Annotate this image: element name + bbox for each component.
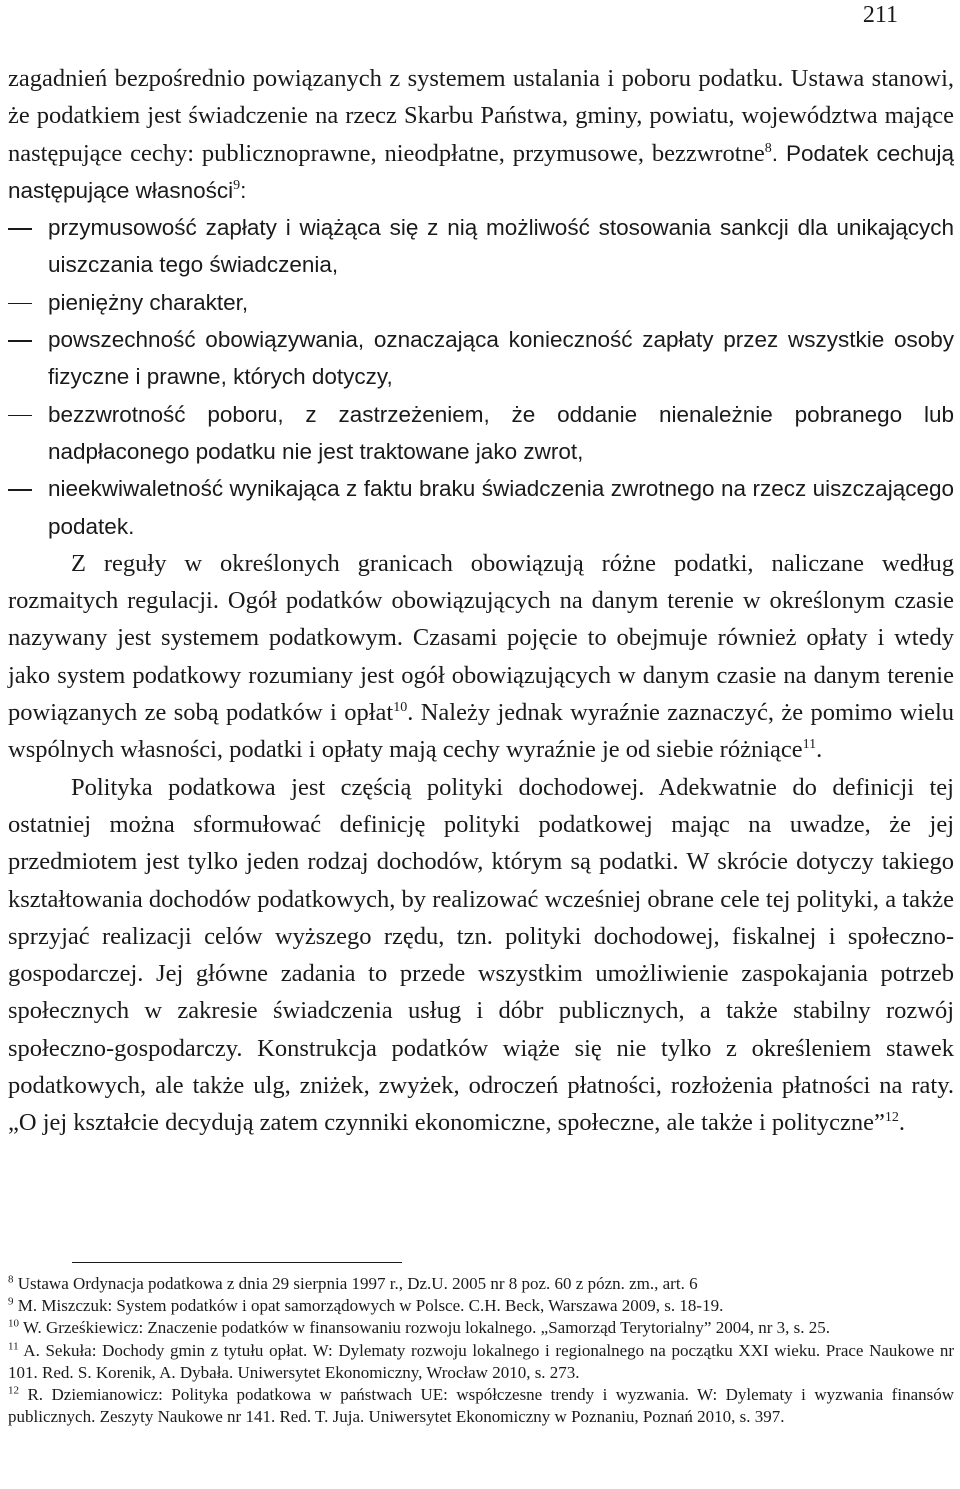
footnote xyxy=(8,1317,954,1339)
intro-text-2: . Podatek cechują następujące własności xyxy=(8,140,954,203)
dash-bullet-icon xyxy=(8,303,32,305)
tax-properties-list xyxy=(8,209,954,545)
intro-paragraph xyxy=(8,60,954,209)
dash-bullet-icon xyxy=(8,340,32,342)
list-item xyxy=(8,284,954,321)
list-item-text: pieniężny charakter, xyxy=(48,289,249,315)
footnote-ref-11: 11 xyxy=(802,737,817,753)
paragraph-text: . xyxy=(898,1109,905,1137)
dash-bullet-icon xyxy=(8,228,32,230)
footnote-ref-8: 8 xyxy=(764,140,772,156)
tax-system-paragraph xyxy=(8,545,954,769)
footnote xyxy=(8,1273,954,1295)
footnotes xyxy=(8,1273,954,1428)
footnote-ref-12: 12 xyxy=(884,1110,899,1126)
footnote-number: 8 xyxy=(8,1273,14,1286)
body-text xyxy=(8,60,954,1142)
page-number: 211 xyxy=(862,2,898,28)
list-item xyxy=(8,396,954,471)
footnote-text: Ustawa Ordynacja podatkowa z dnia 29 sierpnia 1997 r., Dz.U. 2005 nr 8 poz. 60 z pózn. zm., art. 6 xyxy=(17,1274,698,1293)
list-item xyxy=(8,209,954,284)
intro-text-3: : xyxy=(240,177,247,203)
footnote-separator xyxy=(72,1262,402,1263)
dash-bullet-icon xyxy=(8,489,32,491)
intro-text: zagadnień bezpośrednio powiązanych z systemem ustalania i poboru podatku. Ustawa stanowi, że podatkiem jest świadczenie na rzecz Skarbu Państwa, gminy, powiatu, województwa mające następujące cechy: publicznoprawne, nieodpłatne, przymusowe, bezzwrotne xyxy=(8,65,954,167)
footnote-text: R. Dziemianowicz: Polityka podatkowa w państwach UE: współczesne trendy i wyzwania. W: Dylematy i wyzwania finansów publicznych. Zeszyty Naukowe nr 141. Red. T. Juja. Uniwersytet Ekonomiczny w Poznaniu, Poznań 2010, s. 397. xyxy=(8,1385,955,1427)
footnote xyxy=(8,1340,954,1384)
list-item-text: nieekwiwaletność wynikająca z faktu braku świadczenia zwrotnego na rzecz uiszczającego podatek. xyxy=(48,476,954,539)
list-item xyxy=(8,470,954,545)
paragraph-text: Z reguły w określonych granicach obowiązują różne podatki, naliczane według rozmaitych regulacji. Ogół podatków obowiązujących na danym terenie w określonym czasie nazywany jest systemem podatkowym. Czasami pojęcie to obejmuje również opłaty i wtedy jako system podatkowy rozumiany jest ogół obowiązujących w danym czasie na danym terenie powiązanych ze sobą podatków i opłat xyxy=(8,549,954,727)
footnote-text: M. Miszczuk: System podatków i opat samorządowych w Polsce. C.H. Beck, Warszawa 2009, s. 18-19. xyxy=(17,1296,724,1316)
footnote-text: W. Grześkiewicz: Znaczenie podatków w finansowaniu rozwoju lokalnego. „Samorząd Terytorialny” 2004, nr 3, s. 25. xyxy=(22,1318,830,1338)
footnote-number: 9 xyxy=(8,1295,14,1308)
list-item-text: powszechność obowiązywania, oznaczająca konieczność zapłaty przez wszystkie osoby fizyczne i prawne, których dotyczy, xyxy=(48,327,954,390)
list-item xyxy=(8,321,954,396)
paragraph-text: . Należy jednak wyraźnie zaznaczyć, że pomimo wielu wspólnych własności, podatki i opłaty mają cechy wyraźnie je od siebie różniące xyxy=(8,699,954,764)
footnote xyxy=(8,1384,954,1428)
footnote-number: 12 xyxy=(8,1384,19,1397)
tax-policy-paragraph xyxy=(8,769,954,1142)
paragraph-text: . xyxy=(816,736,823,764)
footnote-ref-10: 10 xyxy=(393,699,408,715)
footnote xyxy=(8,1295,954,1317)
paragraph-text: Polityka podatkowa jest częścią polityki dochodowej. Adekwatnie do definicji tej ostatniej można sformułować definicję polityki podatkowej mając na uwadze, że jej przedmiotem jest tylko jeden rodzaj dochodów, którym są podatki. W skrócie dotyczy takiego kształtowania dochodów podatkowych, by realizować wcześniej obrane cele tej polityki, a także sprzyjać realizacji celów wyższego rzędu, tzn. polityki dochodowej, fiskalnej i społeczno-gospodarczej. Jej główne zadania to przede wszystkim umożliwienie zaspokajania potrzeb społecznych w zakresie świadczenia usług i dóbr publicznych, a także stabilny rozwój społeczno-gospodarczy. Konstrukcja podatków wiąże się nie tylko z określeniem stawek podatkowych, ale także ulg, zniżek, zwyżek, odroczeń płatności, rozłożenia płatności na raty. „O jej kształcie decydują zatem czynniki ekonomiczne, społeczne, ale także i polityczne” xyxy=(8,773,954,1137)
footnote-number: 10 xyxy=(8,1317,19,1330)
dash-bullet-icon xyxy=(8,415,32,417)
list-item-text: przymusowość zapłaty i wiążąca się z nią możliwość stosowania sankcji dla unikających uiszczania tego świadczenia, xyxy=(48,215,954,278)
footnote-number: 11 xyxy=(8,1339,19,1352)
footnote-text: A. Sekuła: Dochody gmin z tytułu opłat. W: Dylematy rozwoju lokalnego i regionalnego na początku XXI wieku. Prace Naukowe nr 101. Red. S. Korenik, A. Dybała. Uniwersytet Ekonomiczny, Wrocław 2010, s. 273. xyxy=(8,1340,955,1382)
list-item-text: bezzwrotność poboru, z zastrzeżeniem, że oddanie nienależnie pobranego lub nadpłaconego podatku nie jest traktowane jako zwrot, xyxy=(48,401,954,464)
footnote-ref-9: 9 xyxy=(233,177,241,193)
